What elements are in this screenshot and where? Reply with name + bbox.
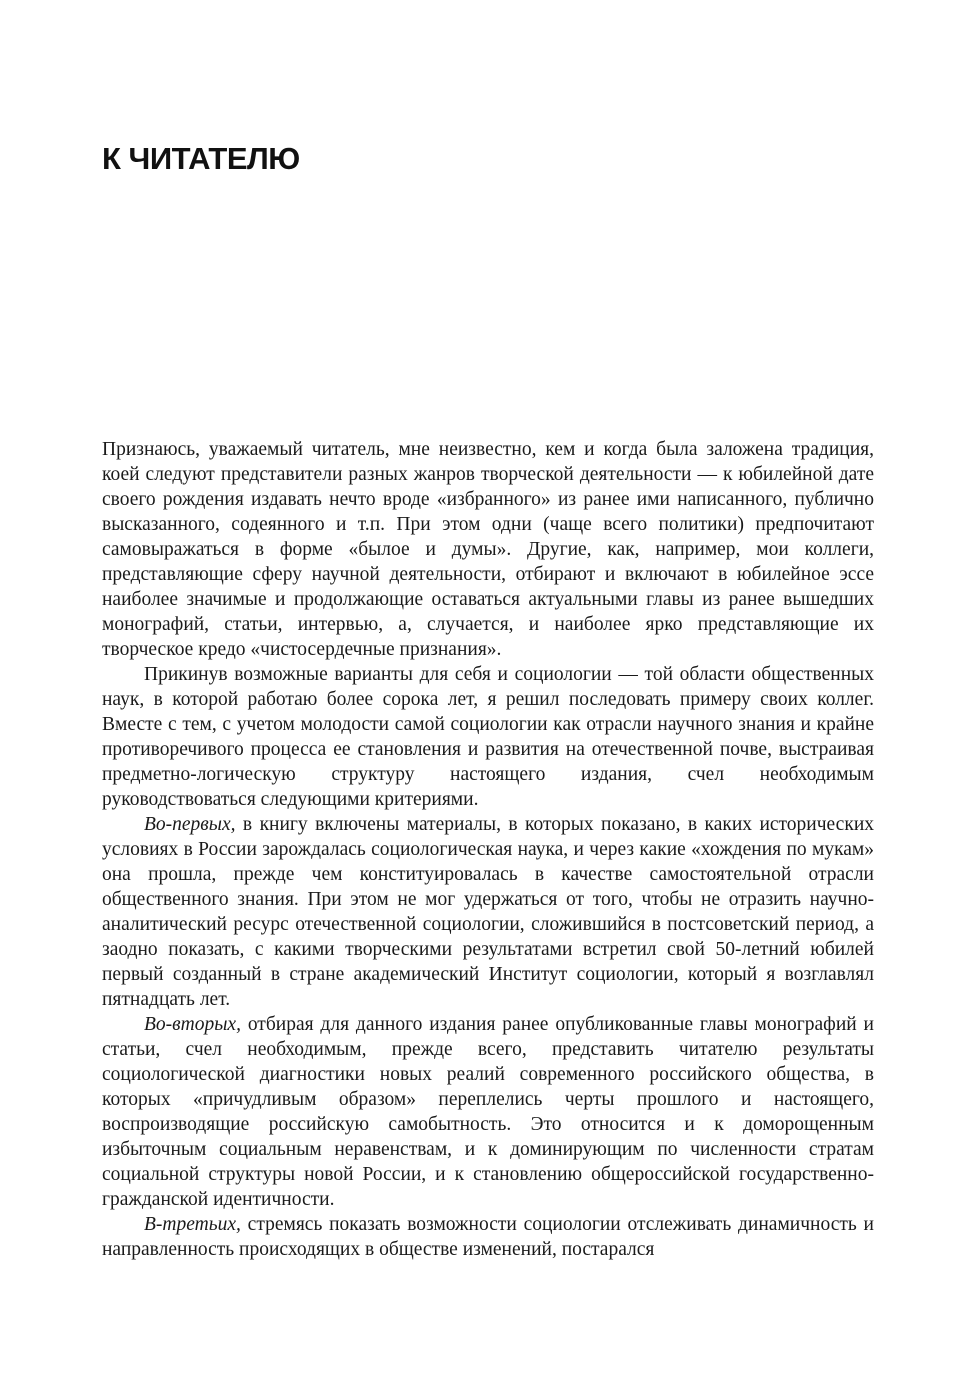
paragraph-text: стремясь показать возможности социологии отслеживать динамичность и направленность происходящих в обществе изменений, постарался <box>102 1214 874 1260</box>
body-text <box>102 437 874 1262</box>
paragraph-lead: Во-первых, <box>144 814 236 835</box>
paragraph-text: Прикинув возможные варианты для себя и социологии — той области общественных наук, в которой работаю более сорока лет, я решил последовать примеру своих коллег. Вместе с тем, с учетом молодости самой социологии как отрасли научного знания и крайне противоречивого процесса ее становления и развития на отечественной почве, выстраивая предметно-логическую структуру настоящего издания, счел необходимым руководствоваться следующими критериями. <box>102 664 874 810</box>
paragraph-text: в книгу включены материалы, в которых показано, в каких исторических условиях в России зарождалась социологическая наука, и через какие «хождения по мукам» она прошла, прежде чем конституировалась в качестве самостоятельной отрасли общественного знания. При этом не мог удержаться от того, чтобы не отразить научно-аналитический ресурс отечественной социологии, сложившийся в постсоветский период, а заодно показать, с какими творческими результатами встретил свой 50-летний юбилей первый созданный в стране академический Институт социологии, который я возглавлял пятнадцать лет. <box>102 814 874 1010</box>
paragraph-variants <box>102 662 874 812</box>
paragraph-second <box>102 1012 874 1212</box>
paragraph-text: Признаюсь, уважаемый читатель, мне неизвестно, кем и когда была заложена традиция, коей следуют представители разных жанров творческой деятельности — к юбилейной дате своего рождения издавать нечто вроде «избранного» из ранее ими написанного, публично высказанного, содеянного и т.п. При этом одни (чаще всего политики) предпочитают самовыражаться в форме «былое и думы». Другие, как, например, мои коллеги, представляющие сферу научной деятельности, отбирают и включают в юбилейное эссе наиболее значимые и продолжающие оставаться актуальными главы из ранее вышедших монографий, статьи, интервью, а, случается, и наиболее ярко представляющие их творческое кредо «чистосердечные признания». <box>102 439 874 660</box>
paragraph-text: отбирая для данного издания ранее опубликованные главы монографий и статьи, счел необходимым, прежде всего, представить читателю результаты социологической диагностики новых реалий современного российского общества, в которых «причудливым образом» переплелись черты прошлого и настоящего, воспроизводящие российскую самобытность. Это относится и к доморощенным избыточным социальным неравенствам, и к доминирующим по численности стратам социальной структуры новой России, и к становлению общероссийской государственно-гражданской идентичности. <box>102 1014 874 1210</box>
paragraph-lead: Во-вторых, <box>144 1014 241 1035</box>
paragraph-first <box>102 812 874 1012</box>
paragraph-intro <box>102 437 874 662</box>
chapter-heading: К ЧИТАТЕЛЮ <box>102 141 300 176</box>
paragraph-third <box>102 1212 874 1262</box>
paragraph-lead: В-третьих, <box>144 1214 241 1235</box>
